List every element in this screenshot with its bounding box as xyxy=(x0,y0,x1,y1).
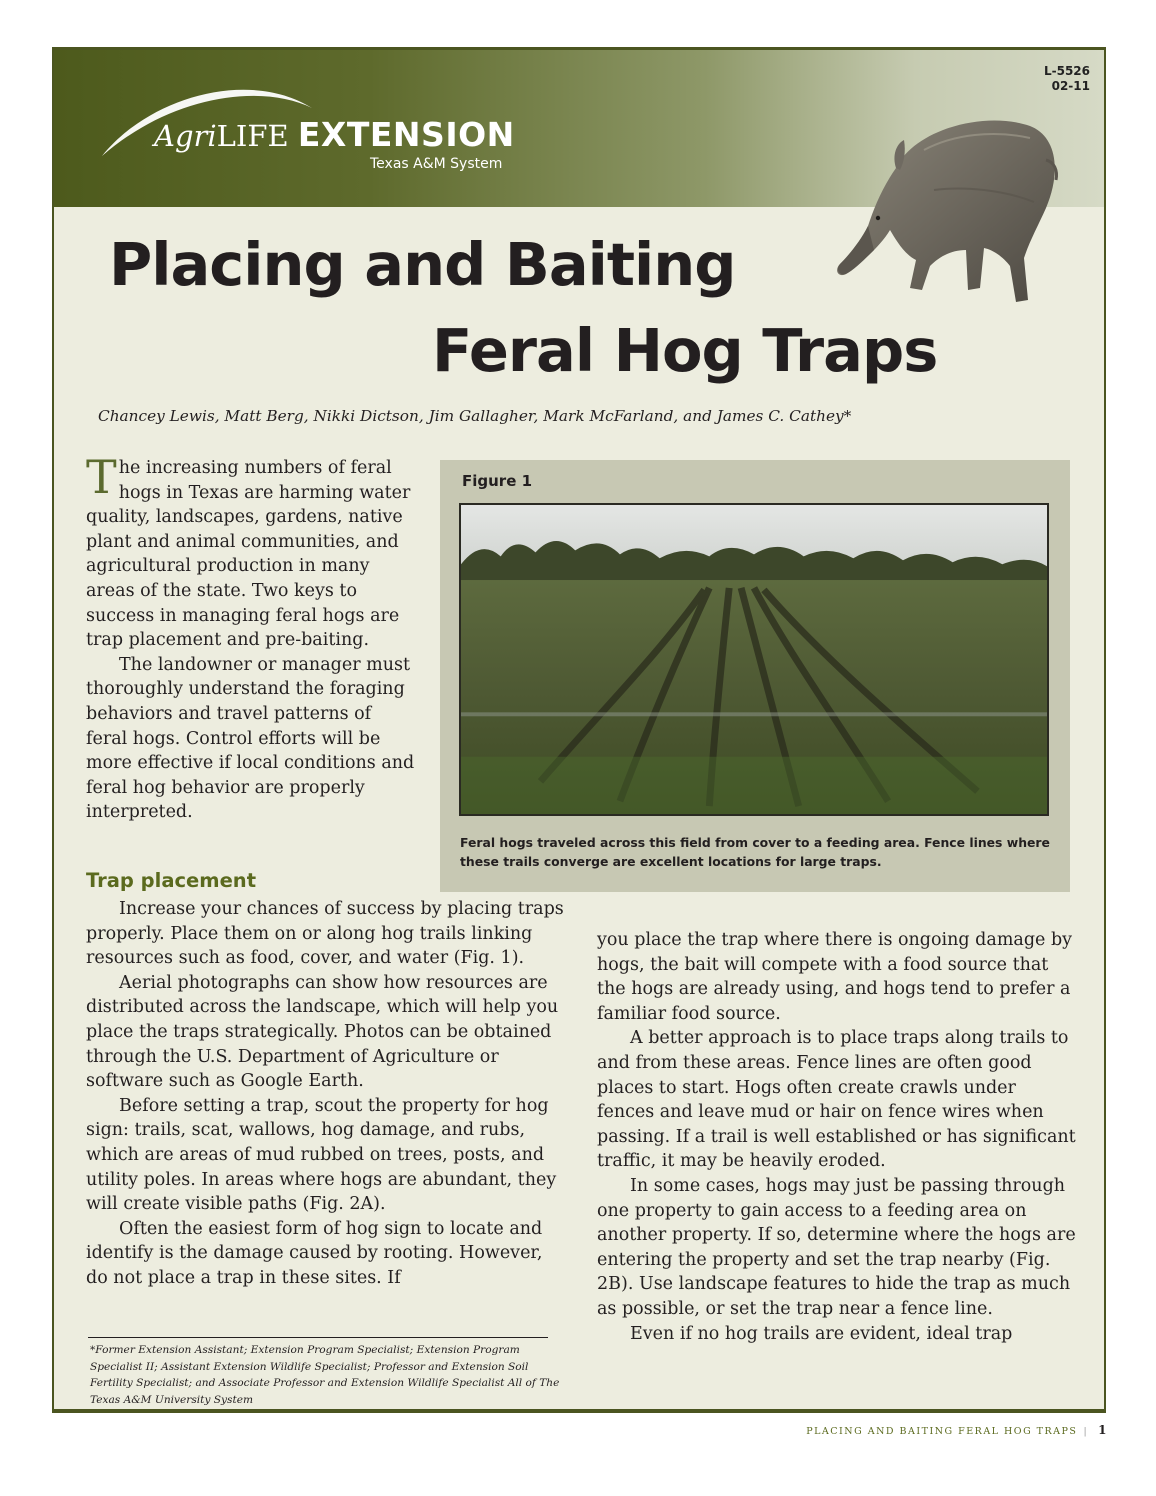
logo-agri: Agri xyxy=(154,119,217,153)
logo-life: LIFE xyxy=(216,119,289,153)
publication-date: 02-11 xyxy=(1051,79,1090,93)
logo-extension: EXTENSION xyxy=(297,115,515,154)
bottom-rule xyxy=(52,1409,1106,1413)
intro-paragraph-1-text: he increasing numbers of feral hogs in Texas are harming water quality, landscapes, gardens, native plant and animal communities, and agricultural production in many areas of the state. Two keys to success in managing feral hogs are trap placement and pre-baiting. xyxy=(86,458,411,651)
right-paragraph-1: you place the trap where there is ongoing damage by hogs, the bait will compete with a food source that the hogs are already using, and hogs tend to prefer a familiar food source. xyxy=(597,930,1073,1024)
figure-label: Figure 1 xyxy=(462,472,533,490)
right-paragraph-2: A better approach is to place traps along trails to and from these areas. Fence lines are often good places to start. Hogs often create crawls under fences and leave mud or hair on fence wires when passing. If a trail is well established or has significant traffic, it may be heavily eroded. xyxy=(597,1028,1076,1172)
field-photo xyxy=(459,503,1049,816)
running-title: PLACING AND BAITING FERAL HOG TRAPS xyxy=(806,1426,1078,1437)
right-paragraph-4: Even if no hog trails are evident, ideal trap xyxy=(630,1323,1013,1344)
right-column xyxy=(597,928,1077,1346)
feral-hog-icon xyxy=(834,90,1064,315)
figure-caption: Feral hogs traveled across this field from cover to a feeding area. Fence lines where these trails converge are excellent locations for large traps. xyxy=(460,835,1050,869)
figure-1 xyxy=(440,460,1070,892)
author-list: Chancey Lewis, Matt Berg, Nikki Dictson, Jim Gallagher, Mark McFarland, and James C. Cathey* xyxy=(98,407,852,425)
right-paragraph-3: In some cases, hogs may just be passing through one property to gain access to a feeding area on another property. If so, determine where the hogs are entering the property and set the trap nearby (Fig. 2B). Use landscape features to hide the trap as much as possible, or set the trap near a fence line. xyxy=(597,1175,1076,1319)
agrilife-logo[interactable] xyxy=(154,115,515,154)
intro-paragraph-2: The landowner or manager must thoroughly understand the foraging behaviors and travel patterns of feral hogs. Control efforts will be more effective if local conditions and feral hog behavior are properly interpreted. xyxy=(86,654,415,823)
section-heading-trap-placement: Trap placement xyxy=(86,869,257,892)
drop-cap: T xyxy=(86,450,117,504)
left-paragraph-3: Before setting a trap, scout the property for hog sign: trails, scat, wallows, hog damage, and rubs, which are areas of mud rubbed on trees, posts, and utility poles. In areas where hogs are abundant, they will create visible paths (Fig. 2A). xyxy=(86,1095,557,1215)
intro-column xyxy=(86,450,416,825)
left-paragraph-1: Increase your chances of success by placing traps properly. Place them on or along hog trails linking resources such as food, cover, and water (Fig. 1). xyxy=(86,899,564,969)
left-paragraph-2: Aerial photographs can show how resources are distributed across the landscape, which will help you place the traps strategically. Photos can be obtained through the U.S. Department of Agriculture or software such as Google Earth. xyxy=(86,972,559,1092)
page-number: 1 xyxy=(1098,1423,1108,1437)
intro-paragraph-1 xyxy=(86,450,416,653)
running-footer xyxy=(806,1423,1108,1437)
page-frame xyxy=(52,47,1106,1412)
left-column xyxy=(86,897,566,1291)
footer-separator: | xyxy=(1083,1426,1089,1437)
logo-subtitle: Texas A&M System xyxy=(370,156,503,172)
page-title-line-1: Placing and Baiting xyxy=(109,230,736,299)
left-paragraph-4: Often the easiest form of hog sign to locate and identify is the damage caused by rooting. However, do not place a trap in these sites. If xyxy=(86,1218,543,1288)
author-footnote: *Former Extension Assistant; Extension Program Specialist; Extension Program Specialist II; Assistant Extension Wildlife Specialist; Professor and Extension Soil Fertility Specialist; and Associate Professor and Extension Wildlife Specialist All of The Texas A&M University System xyxy=(90,1344,560,1406)
page-title-line-2: Feral Hog Traps xyxy=(432,316,938,385)
footnote-divider xyxy=(88,1337,548,1338)
publication-number: L-5526 xyxy=(1043,64,1090,78)
